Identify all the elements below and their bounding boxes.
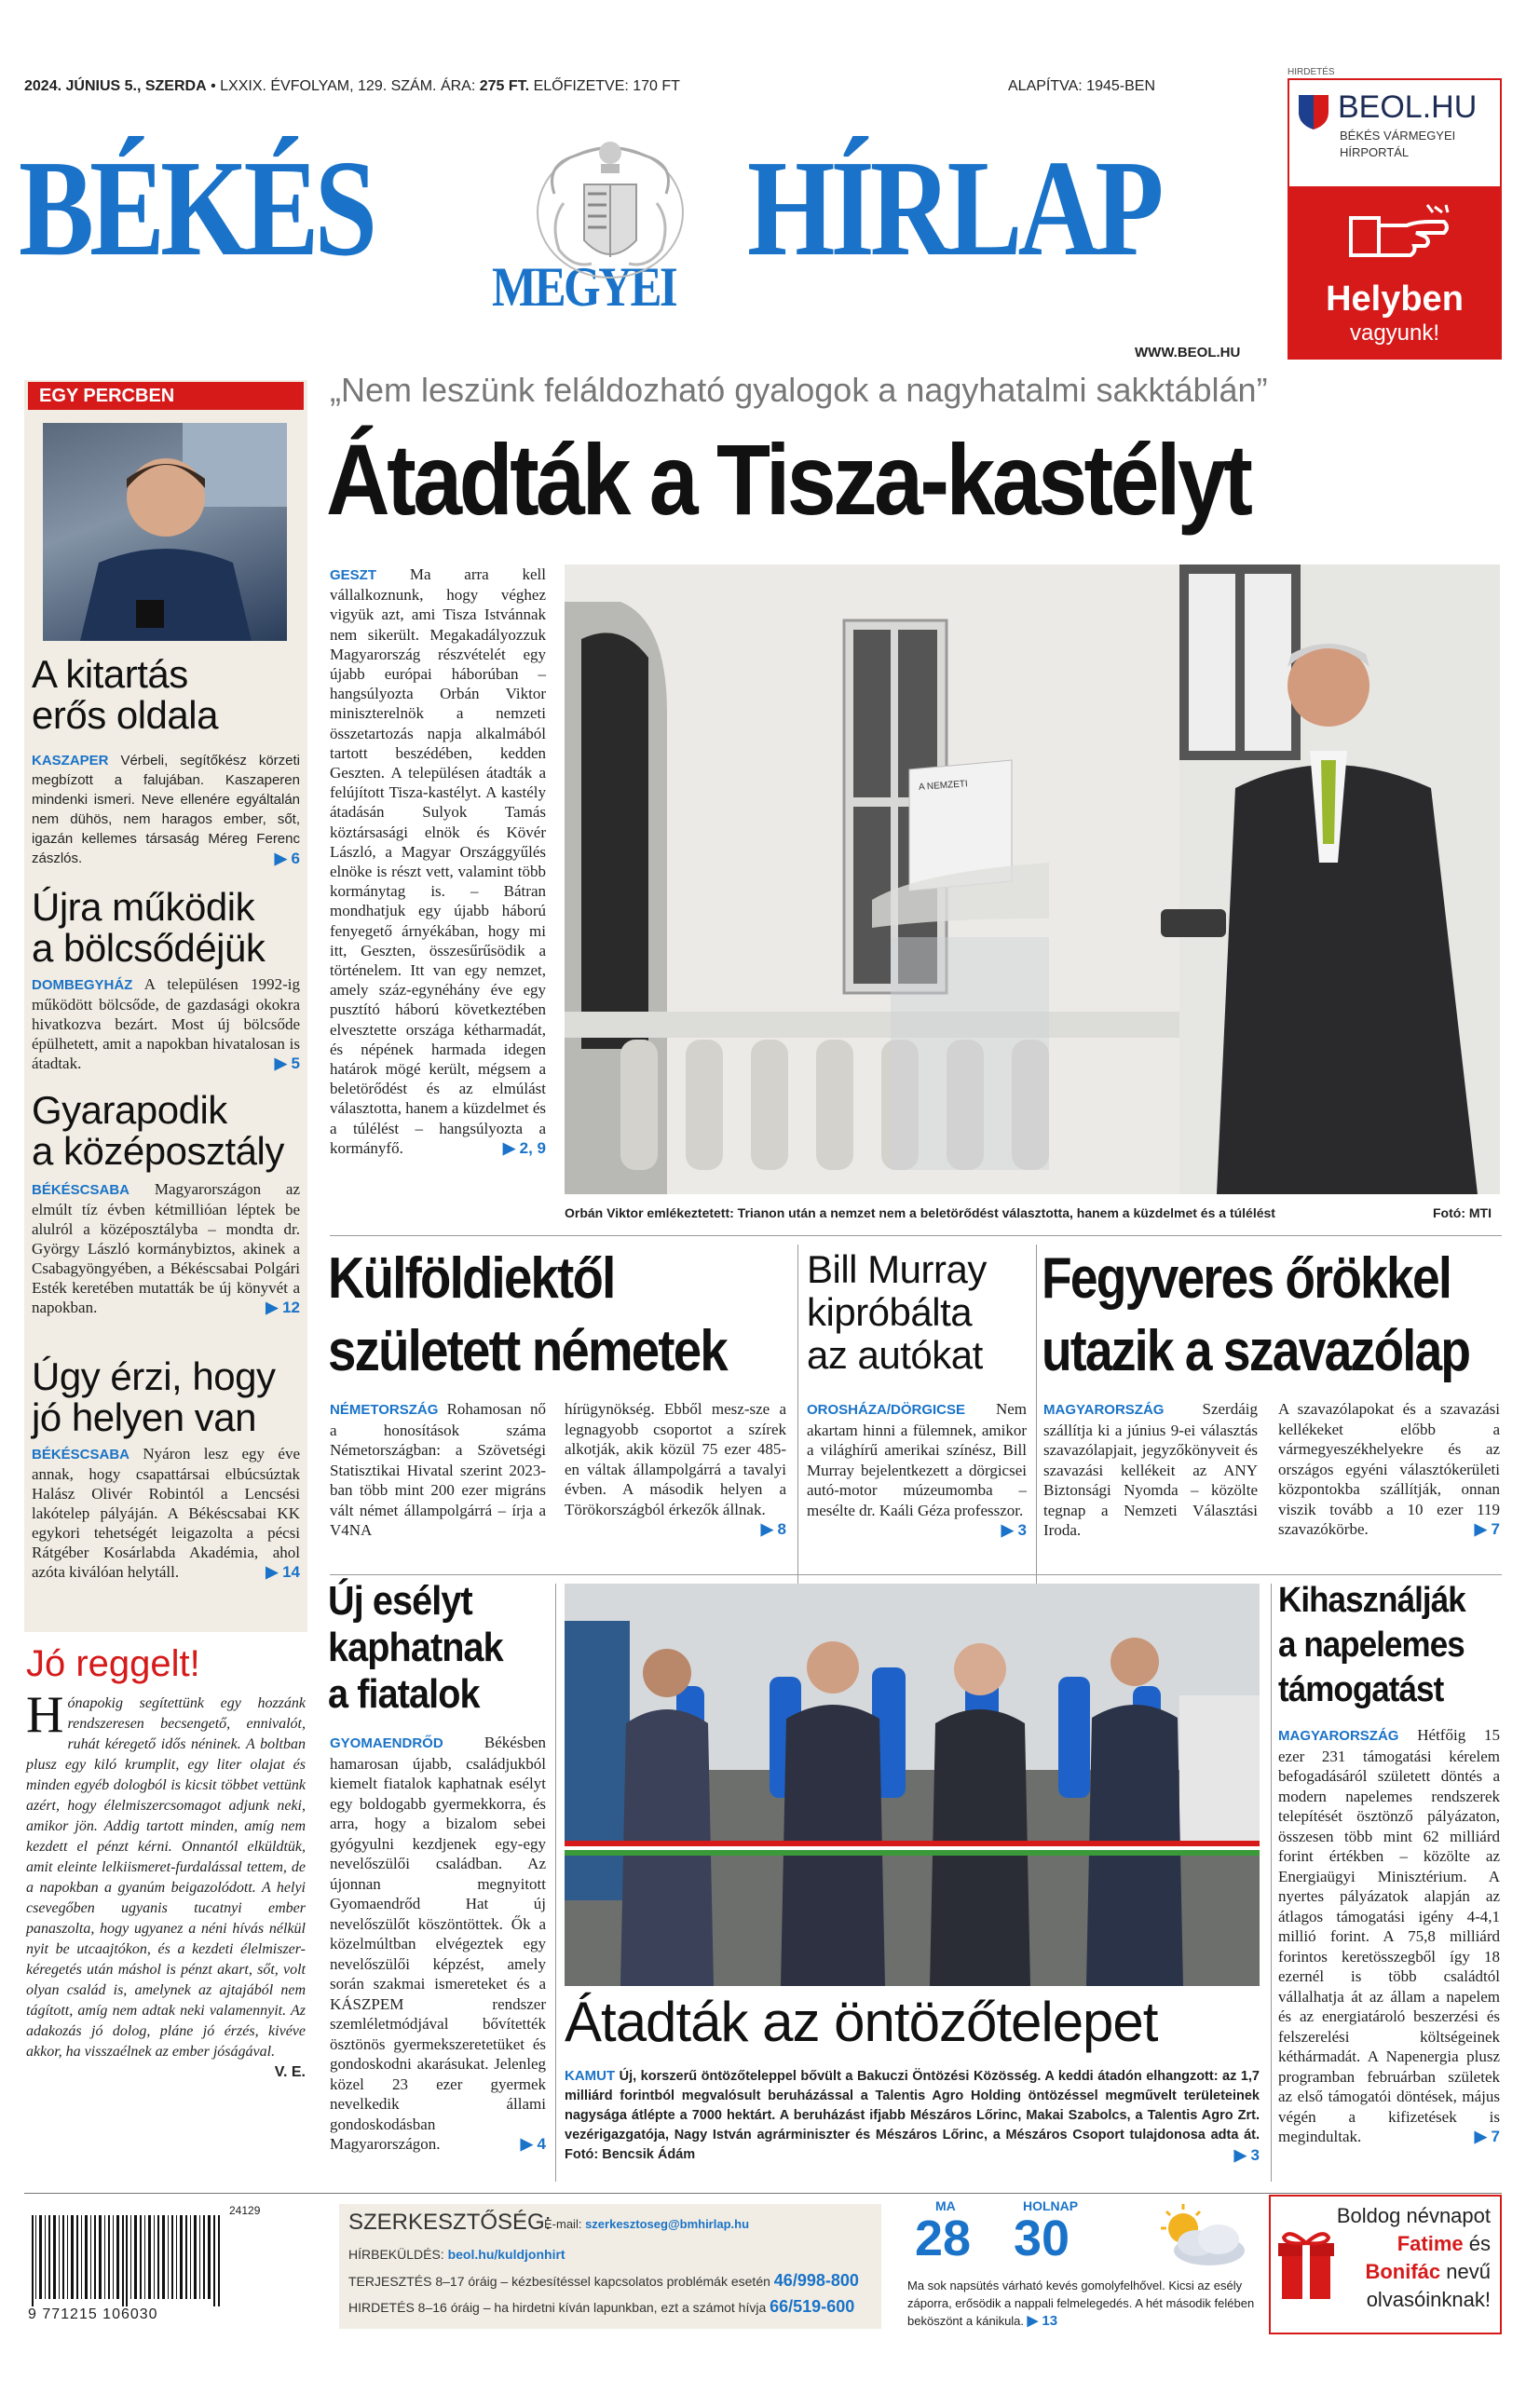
page-ref-link[interactable]: ▶ 4 bbox=[520, 2135, 546, 2153]
sidebar-item-text: A településen 1992-ig működött bölcsőde, de gazdasági okokra hivatkozva bezárt. Most új bölcsőde épülhetett, amit a napokban hivatalosan is átadtak. bbox=[32, 975, 300, 1072]
story-headline: született németek bbox=[328, 1319, 727, 1383]
lead-photo-castle-speech bbox=[565, 565, 1500, 1194]
story-text: Szerdáig szállítja ki a június 9-ei választás szavazólapjait, jegyzőkönyveit és szavazási kellékeit az ANY Biztonsági Nyomda – közölte tegnap a Nemzeti Választási Iroda. bbox=[1043, 1400, 1258, 1539]
nameday-and: és bbox=[1468, 2232, 1491, 2255]
column-signature: V. E. bbox=[274, 2064, 306, 2080]
story-text: hírügynökség. Ebből mesz-sze a legnagyobb csoportot a szírek alkotják, akik közül 75 ezer 485-en váltak állampolgárrá a tavalyi évben. A második helyen a Törökországból érkezők állnak. bbox=[565, 1400, 786, 1518]
story-kicker: NÉMETORSZÁG bbox=[330, 1402, 439, 1418]
submit-label: HÍRBEKÜLDÉS: bbox=[348, 2247, 444, 2262]
sidebar-item-title: A kitartás bbox=[32, 652, 188, 696]
story-body bbox=[330, 1399, 546, 1541]
barcode-issue-number: 24129 bbox=[229, 2204, 261, 2217]
subscription-line: TERJESZTÉS 8–17 óráig – kézbesítéssel kapcsolatos problémák esetén bbox=[348, 2274, 770, 2289]
irrigation-headline: Átadták az öntözőtelepet bbox=[565, 1991, 1158, 2053]
nameday-suffix: nevű bbox=[1446, 2260, 1491, 2283]
sidebar-item-title: Újra működik bbox=[32, 885, 255, 929]
column-text: ónapokig segítettünk egy hozzánk rendszeresen becsengető, ennivalót, ruhát kéregető idős néninek. A boltban plusz egy kiló krumplit, egy liter olajat és minden egyéb dologból is kicsit többet vettünk azért, hogy élelmiszercsomagot adjunk neki, amikor jön. Addig tartott minden, amíg nem kezdett el pénzt kérni. Onnantól elküldtük, amit eleinte lelkiismeret-furdalással tettem, de a napokban a gyanúm beigazolódott. A helyi csevegőben ugyanis tucatnyi ember panaszolta, hogy ugyanez a néni hívás nélkül nyit be utcaajtókon, és a kezdeti élelmiszer-kéregetés után máshol is pénzt akart, sőt, volt olyan család is, amelynek az ajtajából nem tágított, amíg nem adtak neki valamennyit. Az adakozás jó dolog, pláne jó érzés, kivéve akkor, ha visszaélnek az ember jóságával. bbox=[26, 1695, 306, 2060]
story-headline: támogatást bbox=[1278, 1670, 1444, 1709]
ad-sub1: BÉKÉS VÁRMEGYEI bbox=[1340, 129, 1456, 143]
story-body bbox=[1043, 1399, 1258, 1541]
subscription-phone[interactable]: 46/998-800 bbox=[773, 2271, 859, 2290]
story-kicker: MAGYARORSZÁG bbox=[1043, 1402, 1165, 1418]
page-ref-link[interactable]: ▶ 5 bbox=[274, 1054, 300, 1072]
weather-today-temp: 28 bbox=[915, 2211, 972, 2266]
page-ref-link[interactable]: ▶ 8 bbox=[760, 1520, 786, 1538]
story-kicker: OROSHÁZA/DÖRGICSE bbox=[807, 1402, 966, 1418]
email-label: E-mail: bbox=[544, 2217, 582, 2231]
photo-credit: Fotó: Bencsik Ádám bbox=[565, 2147, 696, 2162]
lead-text: Ma arra kell vállalkoznunk, hogy véghez vigyük azt, ami Tisza Istvánnak nem sikerült. Megakadályozzuk Magyarország részvételét egy újabb európai háborúban – hangsúlyozta Orbán Viktor miniszterelnök a nemzeti összetartozás napja alkalmából tartott beszédében, kedden Geszten. A településen átadták a felújított Tisza-kastélyt. A kastély átadásán Sulyok Tamás köztársasági elnök és Kövér László, a Magyar Országgyűlés elnöke is részt vett, valamint több kormánytag is. – Bátran mondhatjuk egy újabb háború fenyegető árnyékában, hogy mi itt, Geszten, összesűrűsödik a történelem. Itt van egy nemzet, amely száz-egynéhány éve egy pusztító háború következtében elvesztette országa kétharmadát, és népének harmada idegen határok mögé került, mégsem a beletörődést és az elmúlást választotta, hanem a küzdelmet és a túlélést – hangsúlyozta a kormányfő. bbox=[330, 565, 546, 1157]
subscription-price: ELŐFIZETVE: 170 FT bbox=[533, 78, 680, 94]
weather-text bbox=[907, 2277, 1256, 2330]
story-text: A szavazólapokat és a szavazási kellékeket előbb a vármegyeszékhelyekre és az országos egyéni választókerületi központokba szállítják, onnan viszik tovább a 10 ezer 119 szavazókörbe. bbox=[1278, 1400, 1500, 1538]
weather-box bbox=[902, 2198, 1260, 2334]
page-ref-link[interactable]: ▶ 6 bbox=[274, 850, 300, 867]
story-headline: utazik a szavazólap bbox=[1042, 1319, 1470, 1383]
beol-ad[interactable] bbox=[1288, 78, 1502, 360]
issue-info: LXXIX. ÉVFOLYAM, 129. SZÁM. ÁRA: bbox=[220, 78, 476, 94]
page-ref-link[interactable]: ▶ 12 bbox=[266, 1299, 300, 1316]
page-ref-link[interactable]: ▶ 7 bbox=[1474, 1520, 1500, 1538]
founded: ALAPÍTVA: 1945-BEN bbox=[1008, 78, 1155, 94]
sun-cloud-icon bbox=[1148, 2204, 1250, 2271]
nameday-name1: Fatime bbox=[1397, 2232, 1464, 2255]
sidebar-item-kicker: KASZAPER bbox=[32, 753, 109, 769]
page-ref-link[interactable]: ▶ 3 bbox=[1233, 2146, 1260, 2164]
nameday-name2: Bonifác bbox=[1365, 2260, 1441, 2283]
sidebar-item-title: Úgy érzi, hogy bbox=[32, 1354, 276, 1398]
sidebar-item-kicker: BÉKÉSCSABA bbox=[32, 1182, 130, 1198]
ad-slogan: vagyunk! bbox=[1349, 320, 1440, 346]
dateline: 2024. JÚNIUS 5., SZERDA bbox=[24, 78, 207, 94]
story-headline: Új esélyt bbox=[328, 1578, 472, 1624]
email-link[interactable]: szerkesztoseg@bmhirlap.hu bbox=[585, 2217, 750, 2231]
editorial-title: SZERKESZTŐSÉG: bbox=[348, 2210, 552, 2235]
sidebar-item-title: a középosztály bbox=[32, 1129, 284, 1173]
weather-tomorrow-temp: 30 bbox=[1014, 2211, 1070, 2266]
story-text: Új, korszerű öntözőteleppel bővült a Bakuczi Öntözési Közösség. A keddi átadón elhangzott: az 1,7 milliárd forintból megvalósult beruházással a Talentis Agro Holding öntözéssel megművelt területeinek nagysága átlépte a 7000 hektárt. A beruházást ifjabb Mészáros Lőrinc, Makai Szabolcs, a Talentis Agro Zrt. vezérigazgatója, Nagy István agrárminiszter és Mészáros Lőrinc, a Mészáros Csoport tulajdonosa adta át. bbox=[565, 2069, 1260, 2143]
story-text: Hétfőig 15 ezer 231 támogatási kérelem befogadásáról született döntés a modern napelemes rendszerek telepítését ösztönző pályázaton, összesen több mint 62 milliárd forint értékben – közölte az Energiaügyi Minisztérium. A nyertes pályázatok alapján az átlagos támogatási igény 4-4,1 millió forint. A 75,8 milliárd forintos keretösszegből így 18 ezernél is több családtól vállalhatja át az állam a napelem és az energiatároló beszerzési és felszerelési költségeinek kéthármadát. A Napenergia plusz programban februárban születek az első támogatói döntések, május végén a kifizetések is megindultak. bbox=[1278, 1726, 1500, 2145]
lead-body bbox=[330, 565, 546, 1158]
coat-of-arms-icon bbox=[526, 129, 694, 287]
weather-today-label: MA bbox=[935, 2198, 956, 2213]
barcode-number: 9 771215 106030 bbox=[28, 2306, 158, 2322]
podium-sign: A NEMZETI bbox=[918, 779, 969, 793]
price: 275 FT. bbox=[479, 78, 530, 94]
sidebar-item-text: Vérbeli, segítőkész körzeti megbízott a falujában. Kaszaperen mindenki ismeri. Neve ellenére egyáltalán nem dühös, nem haragos ember, sőt, igazán kellemes társaság Méreg Ferenc zászlós. bbox=[32, 753, 301, 866]
story-headline: Fegyveres őrökkel bbox=[1042, 1246, 1451, 1311]
column-dropcap: H bbox=[26, 1686, 64, 1744]
story-headline: kipróbálta bbox=[807, 1290, 973, 1334]
masthead-title-middle: MEGYEI bbox=[492, 256, 676, 318]
story-body bbox=[565, 2066, 1260, 2165]
sidebar-label: EGY PERCBEN bbox=[28, 382, 304, 410]
weather-tomorrow-label: HOLNAP bbox=[1023, 2198, 1079, 2213]
nameday-line3: olvasóinknak! bbox=[1366, 2288, 1491, 2311]
website: WWW.BEOL.HU bbox=[1135, 345, 1241, 361]
story-headline: a napelemes bbox=[1278, 1626, 1465, 1665]
sidebar-item-title: jó helyen van bbox=[32, 1395, 257, 1439]
story-headline: a fiatalok bbox=[328, 1671, 480, 1717]
irrigation-photo-ribbon-cutting bbox=[565, 1584, 1260, 1986]
page-ref-link[interactable]: ▶ 7 bbox=[1474, 2128, 1500, 2145]
story-body-continued bbox=[565, 1399, 786, 1540]
submit-link[interactable]: beol.hu/kuldjonhirt bbox=[447, 2247, 565, 2262]
ad-red-panel bbox=[1289, 186, 1500, 358]
editorial-box bbox=[339, 2204, 881, 2329]
story-headline: Külföldiektől bbox=[328, 1246, 615, 1311]
ad-label: HIRDETÉS bbox=[1288, 67, 1335, 77]
masthead-title-left: BÉKÉS bbox=[19, 132, 374, 285]
ad-slogan-bold: Helyben bbox=[1326, 279, 1464, 319]
sidebar-photo-officer bbox=[43, 423, 287, 641]
dateline-bar: 2024. JÚNIUS 5., SZERDA • LXXIX. ÉVFOLYAM, 129. SZÁM. ÁRA: 275 FT. ELŐFIZETVE: 170 FT bbox=[24, 78, 680, 94]
pointing-hand-icon bbox=[1342, 199, 1453, 265]
ads-phone[interactable]: 66/519-600 bbox=[770, 2297, 855, 2316]
story-body bbox=[330, 1733, 546, 2155]
story-kicker: MAGYARORSZÁG bbox=[1278, 1728, 1399, 1744]
ad-brand: BEOL.HU bbox=[1338, 89, 1478, 125]
nameday-box bbox=[1269, 2195, 1502, 2334]
story-headline: kaphatnak bbox=[328, 1625, 503, 1670]
sidebar-item-title: a bölcsődéjük bbox=[32, 926, 266, 970]
weather-forecast: Ma sok napsütés várható kevés gomolyfelhővel. Kicsi az esély záporra, erősödik a nappali felmelegedés. A hét második felében beköszönt a kánikula. bbox=[907, 2279, 1255, 2328]
sidebar-item-text: Magyarországon az elmúlt tíz évben kétmillióan léptek be alulról a középosztályba – mondta dr. György László kormánybiztos, akinek a Csabagyöngyében, a Békéscsabai Polgári Esték keretében mutatták be új könyvét a napokban. bbox=[32, 1180, 300, 1316]
lead-kicker: GESZT bbox=[330, 567, 377, 583]
story-body bbox=[1278, 1725, 1500, 2147]
lead-credit: Fotó: MTI bbox=[1433, 1205, 1492, 1220]
page-ref-link[interactable]: ▶ 3 bbox=[1001, 1521, 1027, 1539]
story-text: Békésben hamarosan újabb, családjukból kiemelt fiatalok kaphatnak esélyt egy boldogabb gyermekkorra, és arra, hogy a bizalom sebei gyógyulni kezdjenek egy-egy nevelőszülői családban. Az újonnan megnyitott Gyomaendrőd Hat új nevelőszülőt köszöntöttek. Ők a közelmúltban elvégeztek egy nevelőszülői képzést, amely során szakmai ismereteket és a KÁSZPEM rendszer szemléletmódjával bővítették ösztönös gyermekszeretetüket és gondoskodni akarásukat. Jelenleg közel 23 ezer gyermek nevelkedik állami gondoskodásban Magyarországon. bbox=[330, 1734, 546, 2153]
sidebar-item-kicker: BÉKÉSCSABA bbox=[32, 1447, 130, 1462]
ad-sub2: HÍRPORTÁL bbox=[1340, 145, 1410, 159]
story-text: Nem akartam hinni a fülemnek, amikor a világhírű amerikai színész, Bill Murray bejelentkezett a dörgicsei autó-motor múzeumomba – mesélte dr. Kaáli Géza professzor. bbox=[807, 1400, 1027, 1519]
lead-caption: Orbán Viktor emlékeztetett: Trianon után a nemzet nem a beletörődést választotta, hanem a küzdelmet és a túlélést bbox=[565, 1205, 1275, 1220]
masthead-title-right: HÍRLAP bbox=[747, 132, 1160, 285]
column-body bbox=[26, 1686, 306, 2083]
sidebar-item-text: Nyáron lesz egy éve annak, hogy csapattársai elbúcsúztak Halász Olivér Robintól a Lencsési lakótelep pályáján. A Békéscsabai KK egykori tehetségét leigazolta a pécsi Rátgéber Kosárlabda Akadémia, ahol azóta kiválóan helytáll. bbox=[32, 1445, 300, 1581]
story-headline: Bill Murray bbox=[807, 1247, 987, 1291]
story-headline: az autókat bbox=[807, 1333, 983, 1377]
shield-icon bbox=[1297, 91, 1330, 130]
sidebar-item-title: Gyarapodik bbox=[32, 1088, 227, 1132]
page-ref-link[interactable]: ▶ 13 bbox=[1027, 2313, 1058, 2329]
story-text: Rohamosan nő a honosítások száma Németországban: a Szövetségi Statisztikai Hivatal szerint 2023-ban több mint 200 ezer migráns vált német állampolgárrá – írja a V4NA bbox=[330, 1400, 546, 1539]
story-body-continued bbox=[1278, 1399, 1500, 1540]
lead-quote: „Nem leszünk feláldozható gyalogok a nagyhatalmi sakktáblán” bbox=[330, 371, 1268, 409]
barcode-icon bbox=[28, 2215, 225, 2306]
story-kicker: GYOMAENDRŐD bbox=[330, 1735, 443, 1751]
ads-line: HIRDETÉS 8–16 óráig – ha hirdetni kíván lapunkban, ezt a számot hívja bbox=[348, 2300, 767, 2315]
sidebar-item-title: erős oldala bbox=[32, 693, 218, 737]
page-ref-link[interactable]: ▶ 2, 9 bbox=[502, 1138, 546, 1157]
story-headline: Kihasználják bbox=[1278, 1581, 1465, 1620]
nameday-line1: Boldog névnapot bbox=[1336, 2204, 1491, 2227]
sidebar-item-kicker: DOMBEGYHÁZ bbox=[32, 977, 133, 993]
lead-headline: Átadták a Tisza-kastélyt bbox=[326, 423, 1250, 536]
page-ref-link[interactable]: ▶ 14 bbox=[266, 1563, 300, 1581]
column-title: Jó reggelt! bbox=[26, 1643, 200, 1684]
story-kicker: KAMUT bbox=[565, 2068, 616, 2084]
story-body bbox=[807, 1399, 1027, 1541]
